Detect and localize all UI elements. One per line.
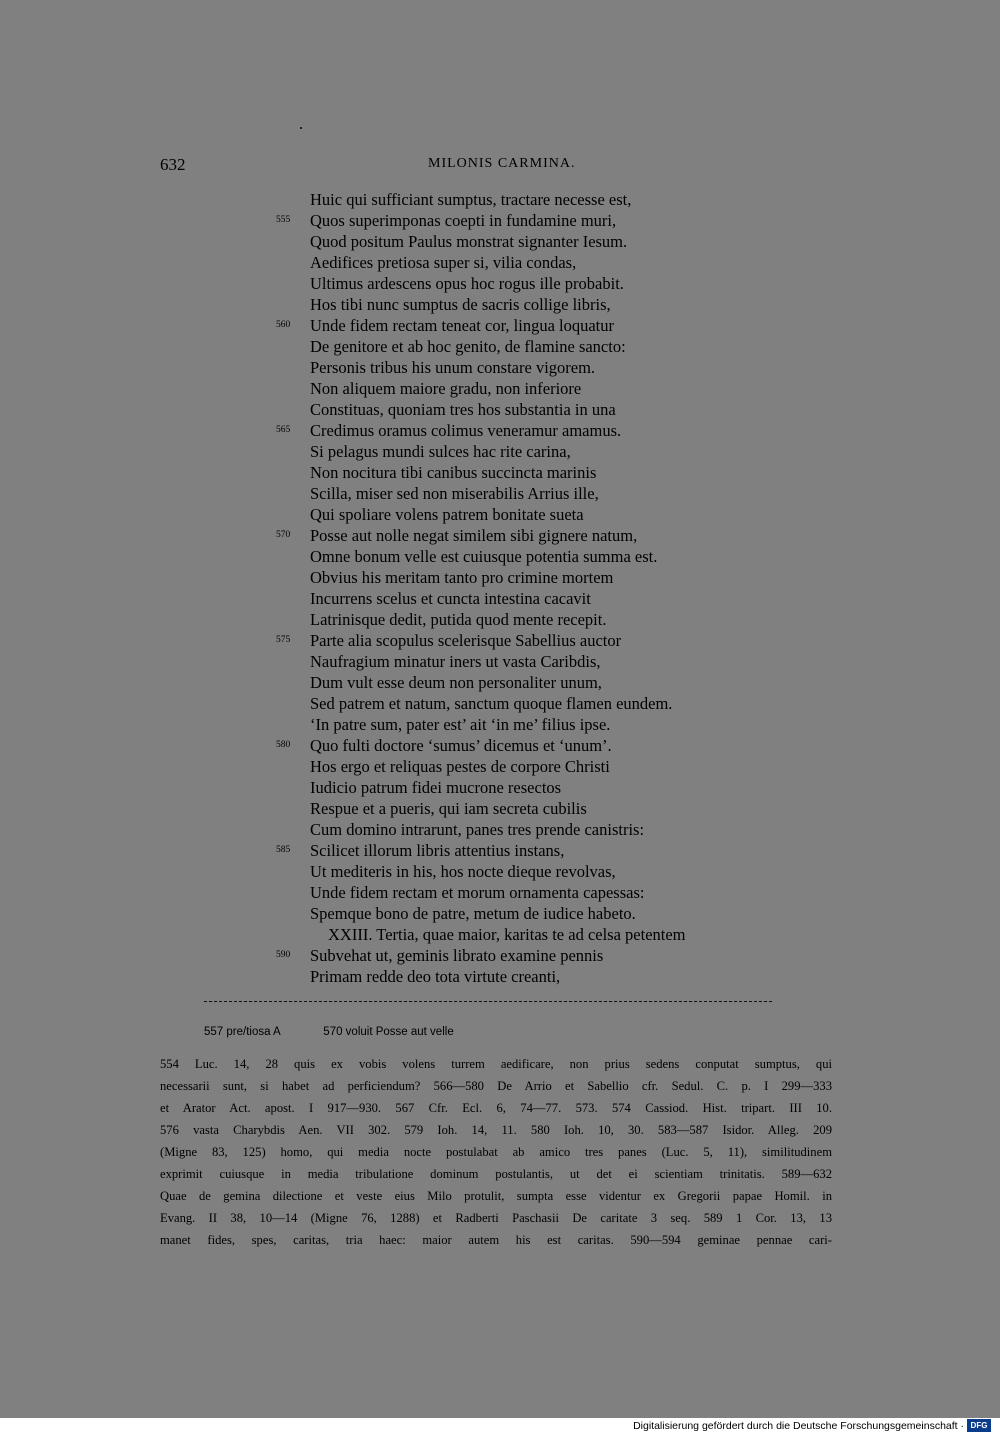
verse-line: Obvius his meritam tanto pro crimine mortem — [310, 568, 614, 587]
verse-line: Subvehat ut, geminis librato examine pennis — [310, 946, 604, 965]
verse-line: Scilicet illorum libris attentius instans, — [310, 841, 565, 860]
verse-line: Posse aut nolle negat similem sibi gignere natum, — [310, 526, 638, 545]
line-number: 565 — [276, 425, 291, 435]
verse-line: Scilla, miser sed non miserabilis Arrius ille, — [310, 484, 599, 503]
line-number: 555 — [276, 215, 291, 225]
page-number: 632 — [160, 155, 186, 174]
line-number: 560 — [276, 320, 291, 330]
verse-line: Personis tribus his unum constare vigorem. — [310, 358, 596, 377]
verse-line: Credimus oramus colimus veneramur amamus. — [310, 421, 622, 440]
verse-line: Huic qui sufficiant sumptus, tractare necesse est, — [310, 190, 632, 209]
verse-line: Incurrens scelus et cuncta intestina cacavit — [310, 589, 591, 608]
note-line: necessarii sunt, si habet ad perficiendum? 566—580 De Arrio et Sabellio cfr. Sedul. C. p. I 299—333 — [160, 1079, 832, 1093]
verse-line: Ut mediteris in his, hos nocte dieque revolvas, — [310, 862, 616, 881]
verse-line: Sed patrem et natum, sanctum quoque flamen eundem. — [310, 694, 673, 713]
verse-line: Aedifices pretiosa super si, vilia condas, — [310, 253, 577, 272]
note-line: (Migne 83, 125) homo, qui media nocte postulabat ab amico tres panes (Luc. 5, 11), similitudinem — [160, 1145, 832, 1159]
note-line: 554 Luc. 14, 28 quis ex vobis volens turrem aedificare, non prius sedens conputat sumptus, qui — [160, 1057, 832, 1071]
verse-line: Spemque bono de patre, metum de iudice habeto. — [310, 904, 636, 923]
section-heading-line: XXIII. Tertia, quae maior, karitas te ad celsa petentem — [328, 925, 686, 944]
funding-credit: Digitalisierung gefördert durch die Deutsche Forschungsgemeinschaft · — [633, 1420, 964, 1432]
note-line: Quae de gemina dilectione et veste eius Milo protulit, sumpta esse videntur ex Gregorii papae Homil. in — [160, 1189, 832, 1203]
note-line: exprimit cuiusque in media tribulatione dominum postulantis, ut det ei scientiam trinitatis. 589—632 — [160, 1167, 832, 1181]
verse-line: Non nocitura tibi canibus succincta marinis — [310, 463, 597, 482]
verse-line: Constituas, quoniam tres hos substantia in una — [310, 400, 616, 419]
verse-line: Hos ergo et reliquas pestes de corpore Christi — [310, 757, 610, 776]
variant-reading: 570 voluit Posse aut velle — [323, 1026, 454, 1038]
verse-line: ‘In patre sum, pater est’ ait ‘in me’ filius ipse. — [310, 715, 611, 734]
verse-line: Ultimus ardescens opus hoc rogus ille probabit. — [310, 274, 624, 293]
line-number: 575 — [276, 635, 291, 645]
line-number: 585 — [276, 845, 291, 855]
verse-line: Primam redde deo tota virtute creanti, — [310, 967, 561, 986]
verse-line: Unde fidem rectam et morum ornamenta capessas: — [310, 883, 645, 902]
running-title: MILONIS CARMINA. — [428, 156, 576, 171]
footer-bar — [0, 1418, 1000, 1434]
verse-line: De genitore et ab hoc genito, de flamine sancto: — [310, 337, 626, 356]
verse-line: Hos tibi nunc sumptus de sacris collige libris, — [310, 295, 611, 314]
scan-speck — [300, 127, 302, 129]
line-number: 590 — [276, 950, 291, 960]
verse-line: Qui spoliare volens patrem bonitate sueta — [310, 505, 584, 524]
verse-line: Dum vult esse deum non personaliter unum, — [310, 673, 602, 692]
verse-line: Omne bonum velle est cuiusque potentia summa est. — [310, 547, 658, 566]
note-line: et Arator Act. apost. I 917—930. 567 Cfr. Ecl. 6, 74—77. 573. 574 Cassiod. Hist. tripart. III 10. — [160, 1101, 832, 1115]
verse-line: Parte alia scopulus scelerisque Sabellius auctor — [310, 631, 622, 650]
variant-readings — [204, 1026, 454, 1038]
verse-line: Cum domino intrarunt, panes tres prende canistris: — [310, 820, 645, 839]
verse-line: Si pelagus mundi sulces hac rite carina, — [310, 442, 571, 461]
verse-line: Respue et a pueris, qui iam secreta cubilis — [310, 799, 587, 818]
line-number: 580 — [276, 740, 291, 750]
line-number: 570 — [276, 530, 291, 540]
note-line: manet fides, spes, caritas, tria haec: maior autem his est caritas. 590—594 geminae pennae cari- — [160, 1233, 832, 1247]
verse-line: Non aliquem maiore gradu, non inferiore — [310, 379, 582, 398]
verse-line: Latrinisque dedit, putida quod mente recepit. — [310, 610, 607, 629]
verse-line: Quos superimponas coepti in fundamine muri, — [310, 211, 617, 230]
variant-reading: 557 pre/tiosa A — [204, 1026, 281, 1038]
verse-line: Quod positum Paulus monstrat signanter Iesum. — [310, 232, 628, 251]
verse-line: Quo fulti doctore ‘sumus’ dicemus et ‘unum’. — [310, 736, 612, 755]
footnote-rule — [204, 1001, 772, 1002]
note-line: Evang. II 38, 10—14 (Migne 76, 1288) et Radberti Paschasii De caritate 3 seq. 589 1 Cor. 13, 13 — [160, 1211, 832, 1225]
page-header — [160, 155, 820, 177]
verse-line: Unde fidem rectam teneat cor, lingua loquatur — [310, 316, 615, 335]
verse-line: Iudicio patrum fidei mucrone resectos — [310, 778, 562, 797]
verse-line: Naufragium minatur iners ut vasta Caribdis, — [310, 652, 601, 671]
note-line: 576 vasta Charybdis Aen. VII 302. 579 Ioh. 14, 11. 580 Ioh. 10, 30. 583—587 Isidor. Alleg. 209 — [160, 1123, 832, 1137]
dfg-logo: DFG — [967, 1419, 991, 1432]
